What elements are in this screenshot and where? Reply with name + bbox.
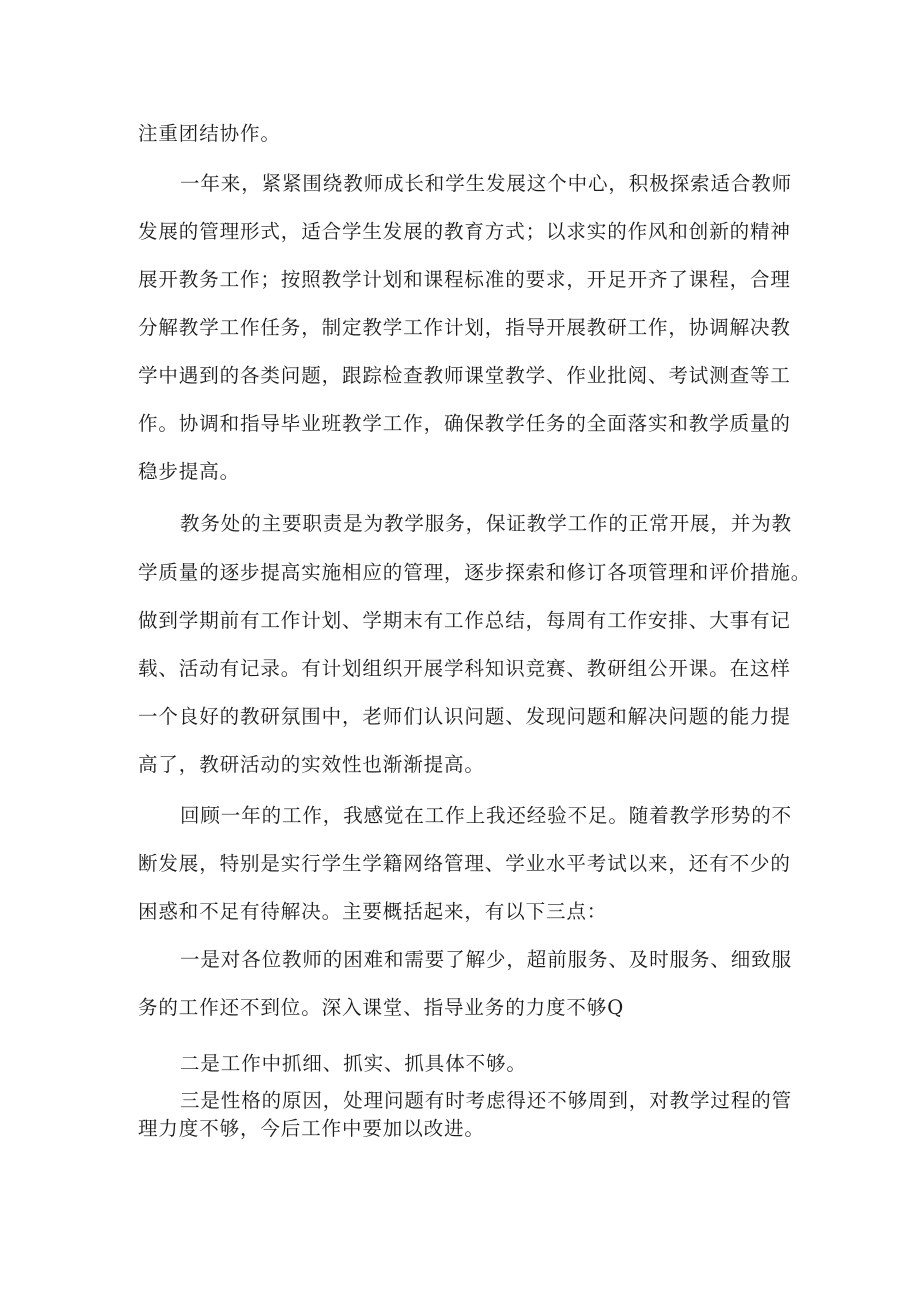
paragraph-line: 一个良好的教研氛围中，老师们认识问题、发现问题和解决问题的能力提 xyxy=(138,705,791,728)
paragraph-line: 学质量的逐步提高实施相应的管理，逐步探索和修订各项管理和评价措施。 xyxy=(138,561,812,584)
paragraph-line: 载、活动有记录。有计划组织开展学科知识竞赛、教研组公开课。在这样 xyxy=(138,657,791,680)
paragraph-line: 展开教务工作；按照教学计划和课程标准的要求，开足开齐了课程，合理 xyxy=(138,268,791,291)
paragraph-line: 一是对各位教师的困难和需要了解少，超前服务、及时服务、细致服 xyxy=(180,948,793,971)
paragraph-line: 二是工作中抓细、抓实、抓具体不够。 xyxy=(180,1052,527,1075)
paragraph-line: 稳步提高。 xyxy=(138,460,241,483)
paragraph-line: 一年来，紧紧围绕教师成长和学生发展这个中心，积极探索适合教师 xyxy=(180,172,793,195)
paragraph-line: 务的工作还不到位。深入课堂、指导业务的力度不够Q xyxy=(138,996,625,1019)
paragraph-line: 高了，教研活动的实效性也渐渐提高。 xyxy=(138,753,485,776)
paragraph-line: 理力度不够，今后工作中要加以改进。 xyxy=(138,1117,485,1140)
paragraph-line: 三是性格的原因，处理问题有时考虑得还不够周到，对教学过程的管 xyxy=(180,1089,793,1112)
paragraph-line: 回顾一年的工作，我感觉在工作上我还经验不足。随着教学形势的不 xyxy=(180,804,793,827)
paragraph-line: 做到学期前有工作计划、学期末有工作总结，每周有工作安排、大事有记 xyxy=(138,609,791,632)
paragraph-line: 教务处的主要职责是为教学服务，保证教学工作的正常开展，并为教 xyxy=(180,512,793,535)
paragraph-line: 发展的管理形式，适合学生发展的教育方式；以求实的作风和创新的精神 xyxy=(138,220,791,243)
paragraph-line: 分解教学工作任务，制定教学工作计划，指导开展教研工作，协调解决教 xyxy=(138,316,791,339)
paragraph-line: 断发展，特别是实行学生学籍网络管理、学业水平考试以来，还有不少的 xyxy=(138,852,791,875)
paragraph-line: 作。协调和指导毕业班教学工作，确保教学任务的全面落实和教学质量的 xyxy=(138,412,791,435)
paragraph-line: 注重团结协作。 xyxy=(138,122,281,145)
paragraph-line: 学中遇到的各类问题，跟踪检查教师课堂教学、作业批阅、考试测查等工 xyxy=(138,364,791,387)
paragraph-line: 困惑和不足有待解决。主要概括起来，有以下三点： xyxy=(138,900,608,923)
